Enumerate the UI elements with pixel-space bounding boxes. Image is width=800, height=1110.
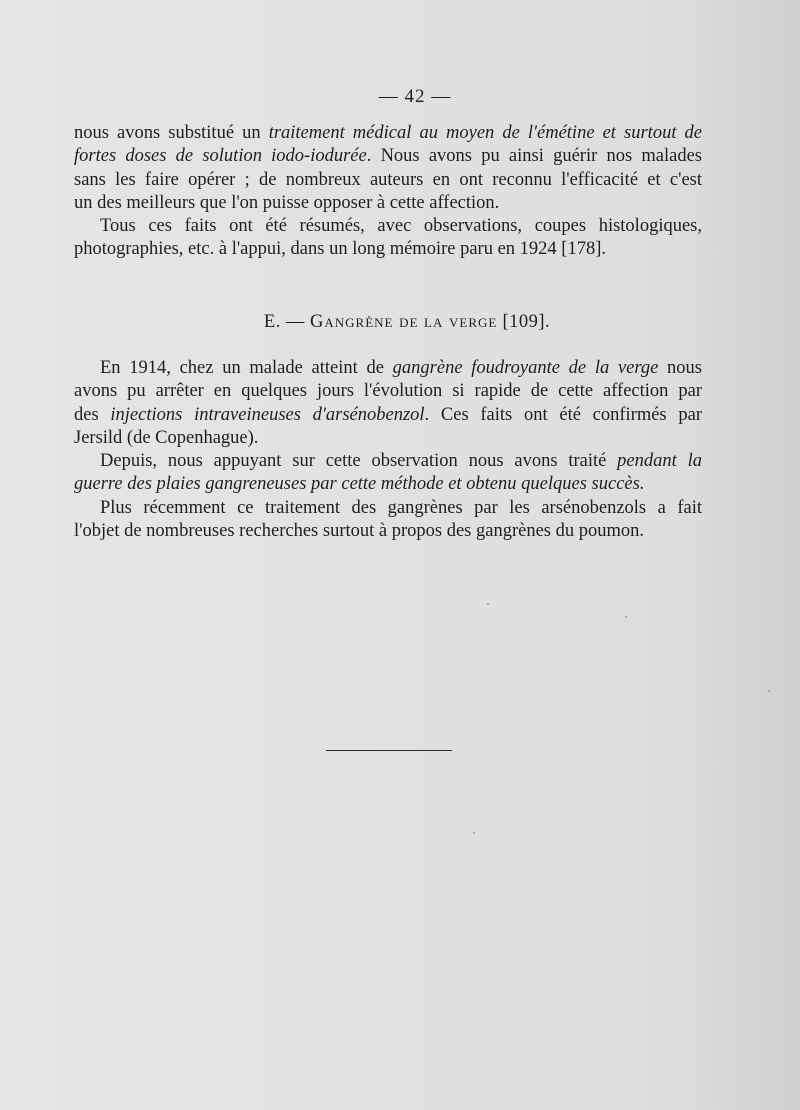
text-line bbox=[74, 404, 702, 427]
paragraph-recent-research bbox=[74, 497, 702, 544]
end-rule bbox=[326, 750, 452, 751]
italic-run: injections intraveineuses d'arsénobenzol bbox=[110, 404, 425, 425]
paragraph-treatment bbox=[74, 122, 702, 215]
text-run: nous bbox=[658, 358, 703, 378]
text-run: des bbox=[74, 404, 111, 425]
paper-speck bbox=[625, 616, 627, 618]
italic-run: guerre des plaies gangreneuses par cette méthode et obtenu quelques succès. bbox=[74, 474, 645, 495]
text-line: photographies, etc. à l'appui, dans un long mémoire paru en 1924 [178]. bbox=[74, 239, 606, 260]
section-title: Gangrène de la verge bbox=[310, 312, 498, 332]
section-heading bbox=[0, 312, 800, 333]
paper-speck bbox=[473, 832, 475, 834]
paper-speck bbox=[487, 603, 489, 605]
text-block-gangrene bbox=[74, 357, 702, 543]
text-line bbox=[74, 357, 702, 380]
page-number: — 42 — bbox=[378, 86, 452, 107]
text-run: nous avons substitué un bbox=[74, 123, 269, 143]
text-line bbox=[74, 122, 702, 145]
text-line: un des meilleurs que l'on puisse opposer à cette affection. bbox=[74, 192, 500, 213]
text-line: avons pu arrêter en quelques jours l'évolution si rapide de cette affection par bbox=[74, 381, 702, 402]
text-line: l'objet de nombreuses recherches surtout à propos des gangrènes du poumon. bbox=[74, 521, 645, 542]
paragraph-war-treatment bbox=[74, 450, 702, 497]
paper-speck bbox=[768, 690, 770, 692]
text-run: . Nous avons pu ainsi guérir nos malades bbox=[366, 146, 702, 167]
text-run: Depuis, nous appuyant sur cette observation nous avons traité bbox=[100, 451, 618, 472]
paragraph-summary bbox=[74, 215, 702, 262]
section-letter: E. — bbox=[263, 312, 311, 332]
text-line: sans les faire opérer ; de nombreux auteurs en ont reconnu l'efficacité et c'est bbox=[74, 169, 702, 190]
italic-run: gangrène foudroyante de la verge bbox=[392, 358, 659, 378]
text-line: Jersild (de Copenhague). bbox=[74, 427, 259, 448]
text-line: Tous ces faits ont été résumés, avec observations, coupes histologiques, bbox=[100, 216, 702, 237]
paragraph-1914-case bbox=[74, 357, 702, 450]
text-line bbox=[74, 473, 702, 496]
section-reference: [109]. bbox=[497, 312, 551, 332]
text-line bbox=[74, 450, 702, 473]
text-line: Plus récemment ce traitement des gangrènes par les arsénobenzols a fait bbox=[100, 497, 702, 518]
text-run: En 1914, chez un malade atteint de bbox=[100, 358, 393, 378]
italic-run: pendant la bbox=[617, 451, 702, 472]
text-run: . Ces faits ont été confirmés par bbox=[424, 404, 702, 425]
text-line bbox=[74, 145, 702, 168]
italic-run: traitement médical au moyen de l'émétine et surtout de bbox=[268, 123, 702, 143]
italic-run: fortes doses de solution iodo-iodurée bbox=[74, 146, 367, 167]
text-block-top bbox=[74, 122, 702, 262]
